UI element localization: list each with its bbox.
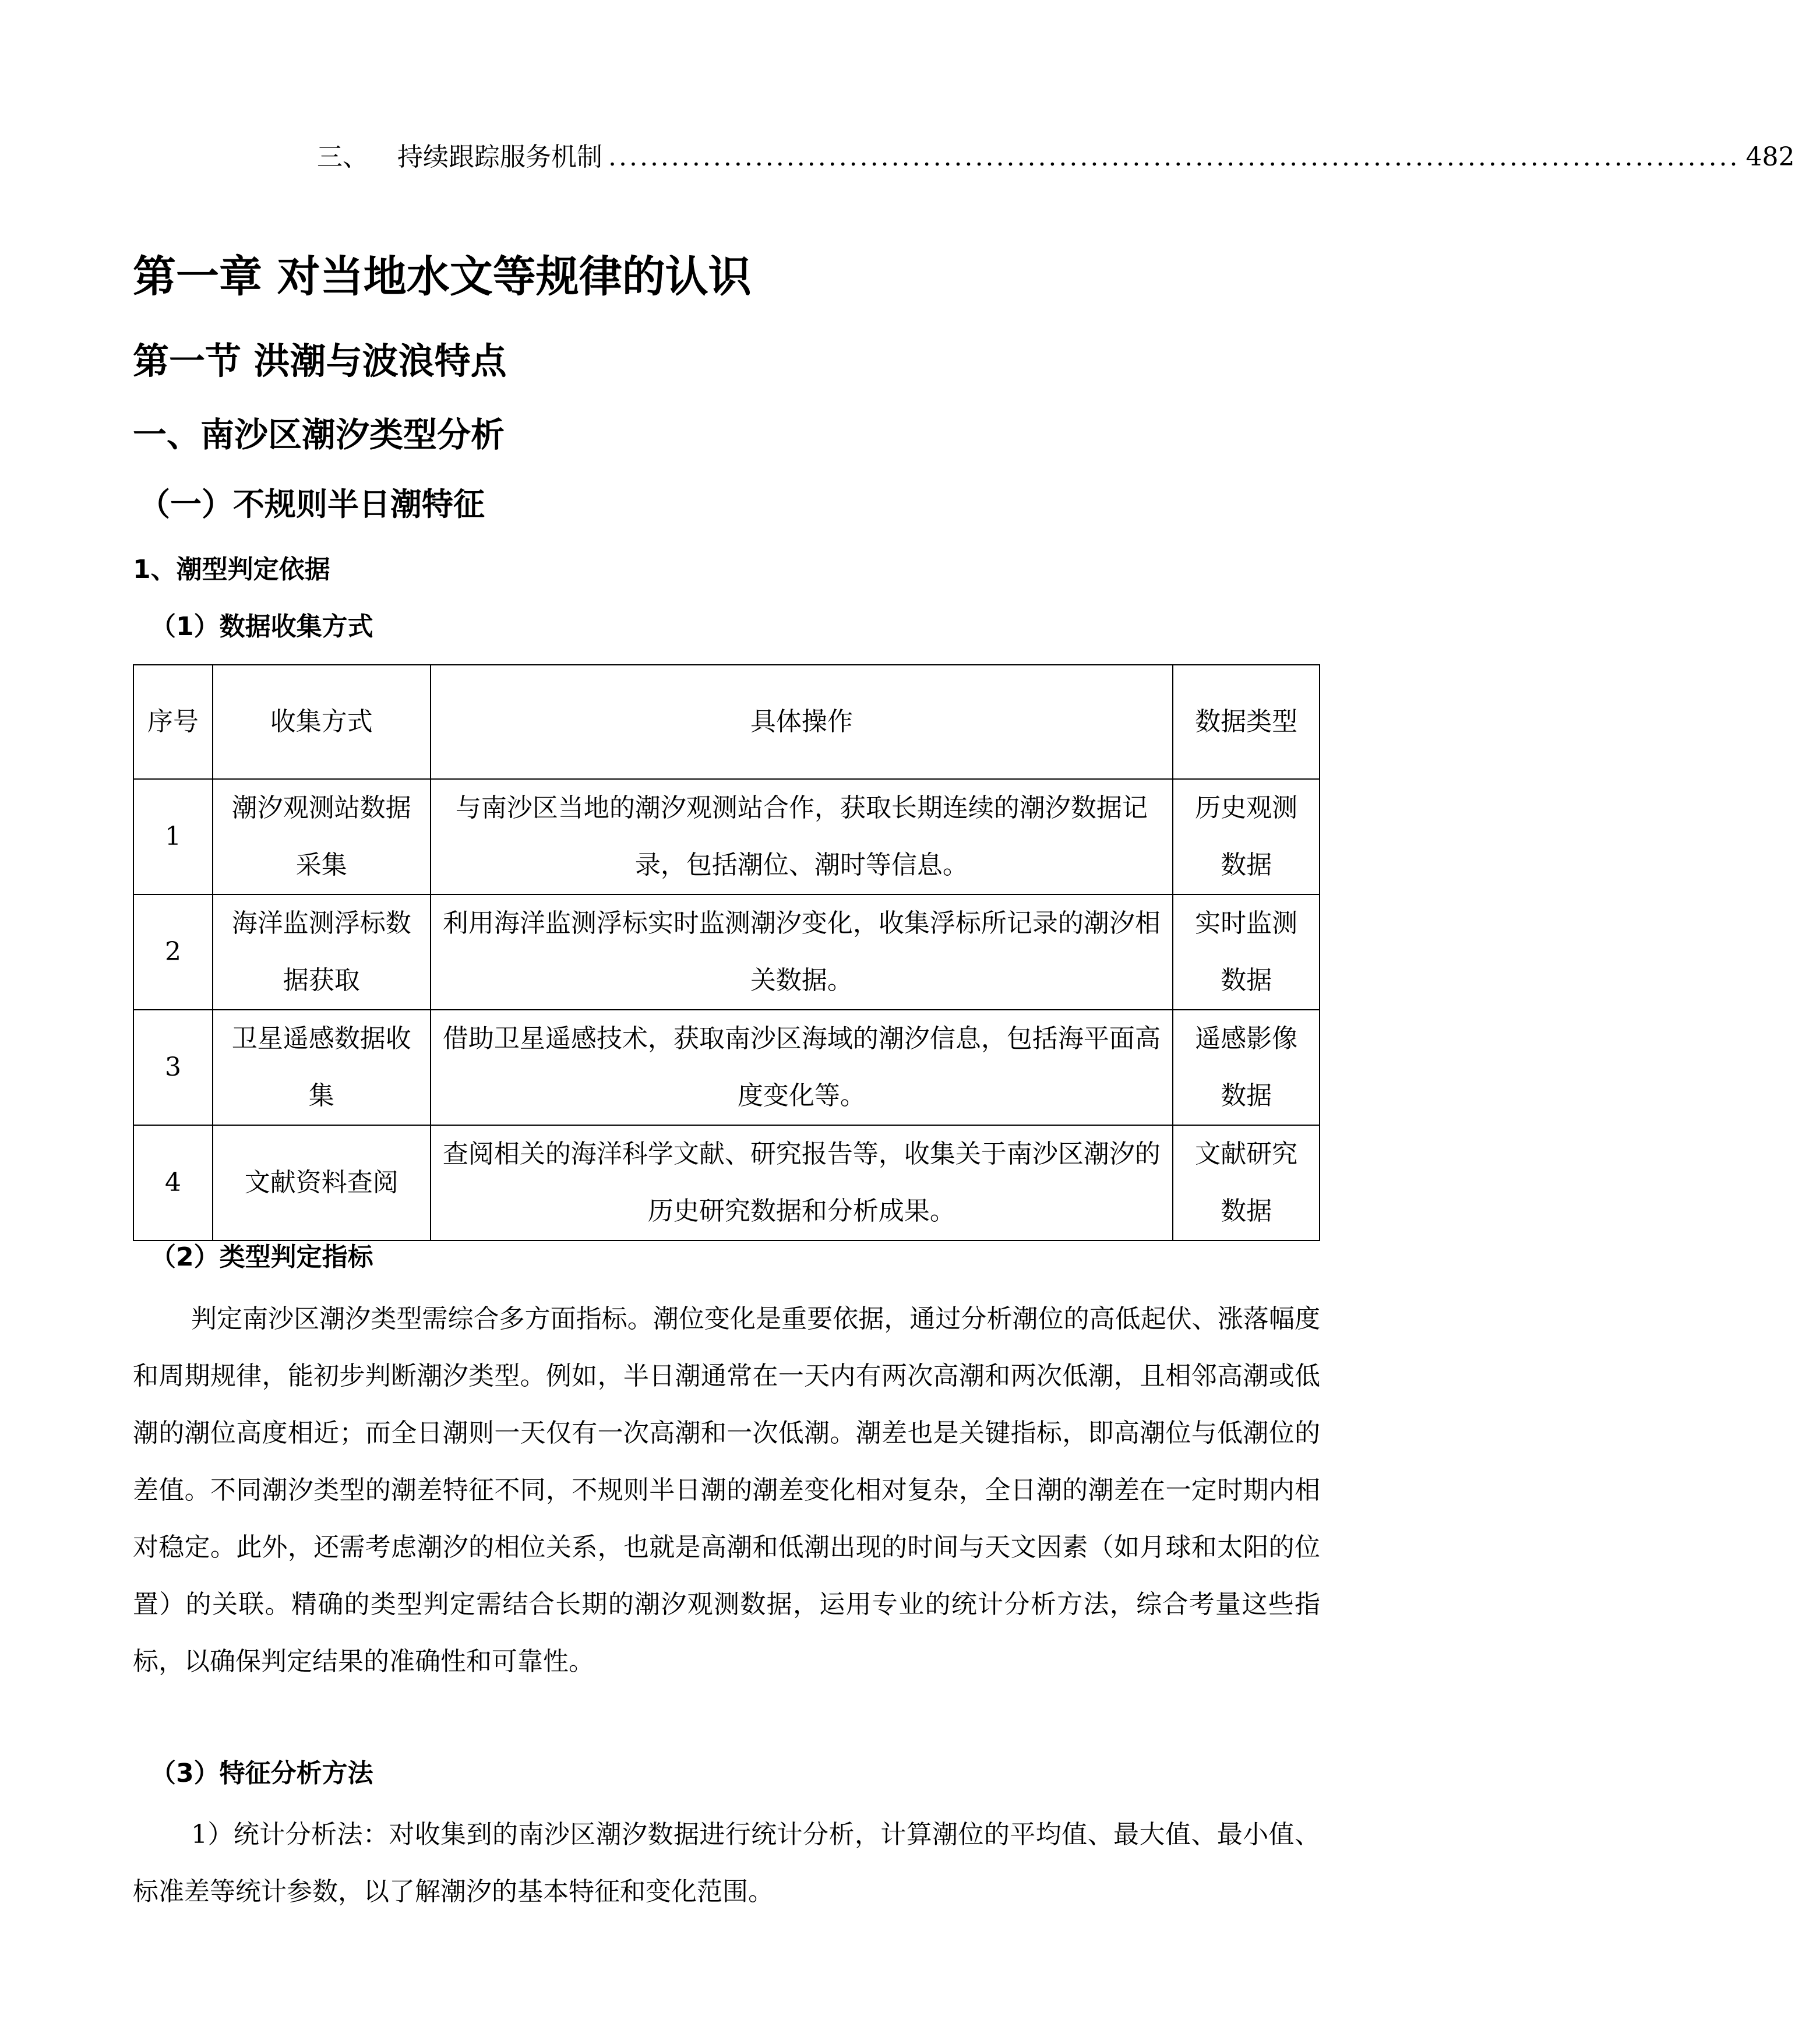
cell-index: 2 bbox=[133, 894, 213, 1010]
subsection-heading-2: （一）不规则半日潮特征 bbox=[139, 486, 485, 523]
cell-data-type: 实时监测数据 bbox=[1173, 894, 1320, 1010]
section-title: 第一节 洪潮与波浪特点 bbox=[133, 340, 507, 382]
cell-operation: 借助卫星遥感技术，获取南沙区海域的潮汐信息，包括海平面高度变化等。 bbox=[431, 1010, 1173, 1125]
toc-page-number: 482 bbox=[1745, 142, 1795, 172]
subsection-heading-4: （1）数据收集方式 bbox=[150, 612, 373, 642]
cell-data-type: 遥感影像数据 bbox=[1173, 1010, 1320, 1125]
table-row bbox=[133, 894, 1320, 1010]
toc-leader-dots: ............................................................................................................ bbox=[608, 142, 1740, 172]
cell-operation: 查阅相关的海洋科学文献、研究报告等，收集关于南沙区潮汐的历史研究数据和分析成果。 bbox=[431, 1125, 1173, 1241]
cell-operation: 利用海洋监测浮标实时监测潮汐变化，收集浮标所记录的潮汐相关数据。 bbox=[431, 894, 1173, 1010]
subsection-heading-3: 1、潮型判定依据 bbox=[133, 555, 330, 584]
cell-method: 卫星遥感数据收集 bbox=[213, 1010, 431, 1125]
cell-method: 海洋监测浮标数据获取 bbox=[213, 894, 431, 1010]
subsection-heading-6: （3）特征分析方法 bbox=[150, 1758, 373, 1788]
cell-method: 潮汐观测站数据采集 bbox=[213, 779, 431, 894]
header-operation: 具体操作 bbox=[431, 665, 1173, 779]
table-header-row bbox=[133, 665, 1320, 779]
cell-method: 文献资料查阅 bbox=[213, 1125, 431, 1241]
table-row bbox=[133, 1010, 1320, 1125]
cell-data-type: 历史观测数据 bbox=[1173, 779, 1320, 894]
cell-operation: 与南沙区当地的潮汐观测站合作，获取长期连续的潮汐数据记录，包括潮位、潮时等信息。 bbox=[431, 779, 1173, 894]
subsection-heading-1: 一、南沙区潮汐类型分析 bbox=[133, 415, 505, 454]
table-row bbox=[133, 779, 1320, 894]
data-collection-table bbox=[133, 664, 1320, 1241]
toc-entry[interactable] bbox=[317, 140, 1795, 175]
header-data-type: 数据类型 bbox=[1173, 665, 1320, 779]
header-method: 收集方式 bbox=[213, 665, 431, 779]
cell-index: 1 bbox=[133, 779, 213, 894]
cell-data-type: 文献研究数据 bbox=[1173, 1125, 1320, 1241]
body-paragraph-1: 判定南沙区潮汐类型需综合多方面指标。潮位变化是重要依据，通过分析潮位的高低起伏、涨落幅度和周期规律，能初步判断潮汐类型。例如，半日潮通常在一天内有两次高潮和两次低潮，且相邻高潮或低潮的潮位高度相近；而全日潮则一天仅有一次高潮和一次低潮。潮差也是关键指标，即高潮位与低潮位的差值。不同潮汐类型的潮差特征不同，不规则半日潮的潮差变化相对复杂，全日潮的潮差在一定时期内相对稳定。此外，还需考虑潮汐的相位关系，也就是高潮和低潮出现的时间与天文因素（如月球和太阳的位置）的关联。精确的类型判定需结合长期的潮汐观测数据，运用专业的统计分析方法，综合考量这些指标，以确保判定结果的准确性和可靠性。 bbox=[133, 1304, 1320, 1676]
subsection-heading-5: （2）类型判定指标 bbox=[150, 1242, 373, 1272]
header-index: 序号 bbox=[133, 665, 213, 779]
chapter-title: 第一章 对当地水文等规律的认识 bbox=[133, 252, 752, 302]
table-row bbox=[133, 1125, 1320, 1241]
toc-number: 三、 bbox=[317, 142, 368, 172]
body-paragraph-2: 1）统计分析法：对收集到的南沙区潮汐数据进行统计分析，计算潮位的平均值、最大值、最小值、标准差等统计参数，以了解潮汐的基本特征和变化范围。 bbox=[133, 1820, 1320, 1906]
toc-title: 持续跟踪服务机制 bbox=[397, 142, 602, 172]
cell-index: 3 bbox=[133, 1010, 213, 1125]
cell-index: 4 bbox=[133, 1125, 213, 1241]
